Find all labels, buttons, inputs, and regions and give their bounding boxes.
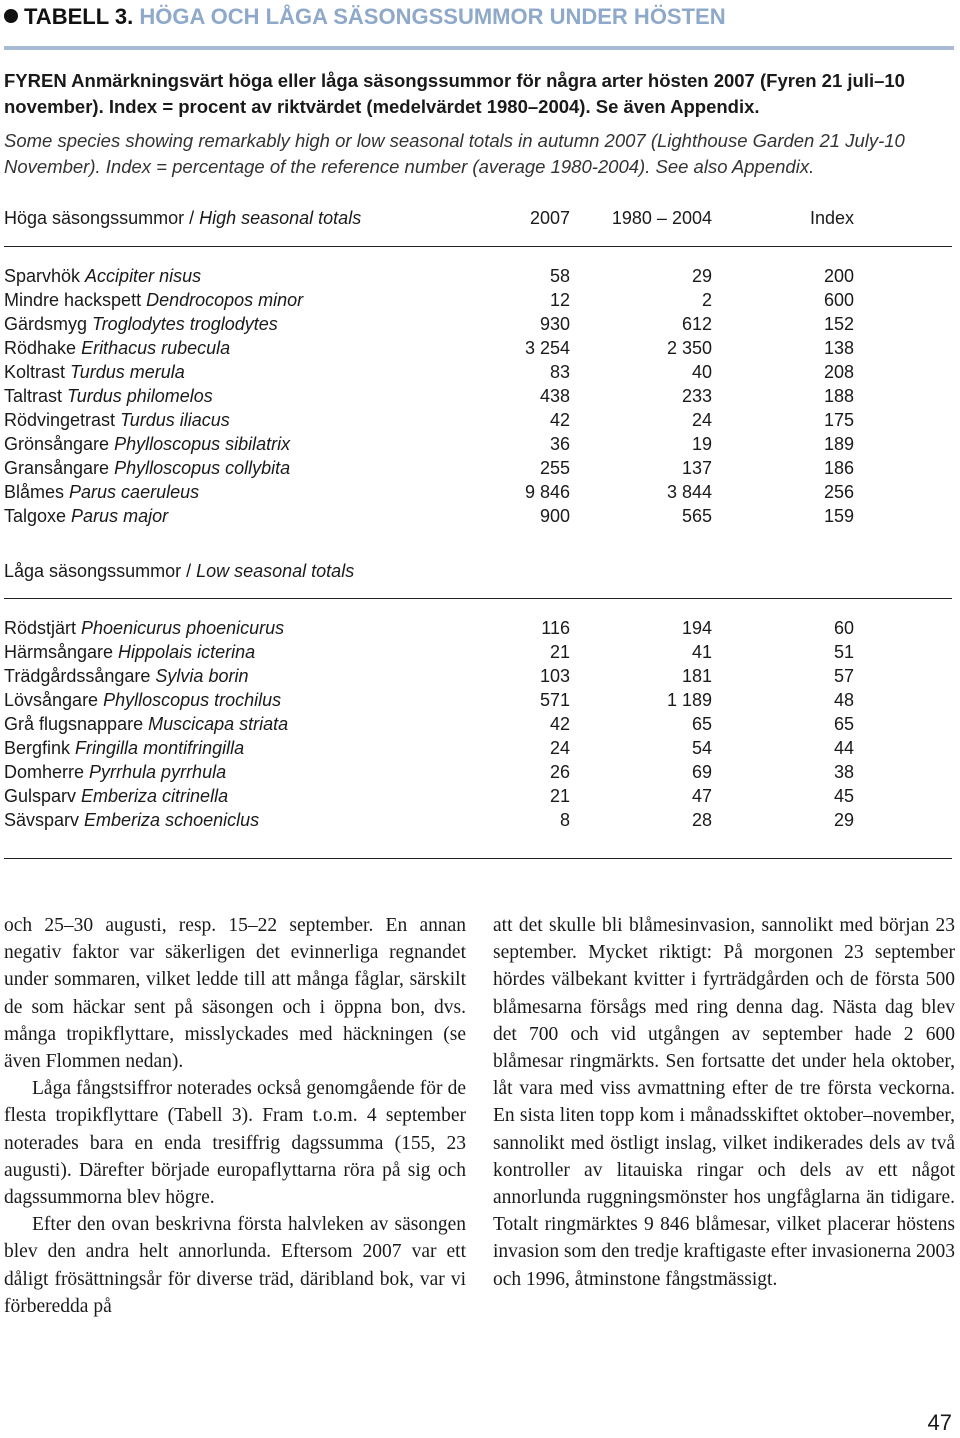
species-name: Gärdsmyg Troglodytes troglodytes (4, 314, 278, 334)
table-row (4, 360, 954, 384)
value-index: 186 (823, 458, 854, 478)
species-name: Mindre hackspett Dendrocopos minor (4, 290, 304, 310)
value-2007: 12 (549, 290, 570, 310)
table-row (4, 664, 954, 688)
species-name: Sparvhök Accipiter nisus (4, 266, 202, 286)
table-row (4, 288, 954, 312)
table-row (4, 384, 954, 408)
value-2007: 255 (539, 458, 570, 478)
paragraph: och 25–30 augusti, resp. 15–22 september. En annan negativ faktor var säkerligen det evinnerliga regnandet under sommaren, vilket ledde till att många fåglar, särskilt de som häckar sent på säsongen och i öppna bon, dvs. många tropikflyttare, misslyckades med häckningen (se även Flommen nedan). (4, 915, 466, 1073)
scientific-name: Phylloscopus collybita (114, 458, 291, 478)
table-row (4, 688, 954, 712)
high-section-header (4, 208, 954, 232)
value-index: 189 (823, 434, 854, 454)
scientific-name: Hippolais icterina (118, 642, 256, 662)
value-reference: 40 (691, 362, 712, 382)
value-2007: 3 254 (524, 338, 570, 358)
value-index: 188 (823, 386, 854, 406)
value-2007: 26 (549, 762, 570, 782)
paragraph: att det skulle bli blåmesinvasion, sannolikt med början 23 september. Mycket riktigt: På morgonen 23 september hördes välbekant kvitter i fyrträdgården och de första 500 blåmesarna försågs med ring denna dag. Nästa dag blev det 700 och vid utgången av september hade 2 600 blåmesar ringmärkts. Sen fortsatte det under hela oktober, låt vara med viss avmattning efter de tre första veckorna. En sista liten topp kom i månadsskiftet oktober–november, sannolikt med östligt inslag, vilket indikerades dels av två kontroller av litauiska ringar och dels av ett något annorlunda ruggningsmönster hos ungfåglarna än tidigare. Totalt ringmärktes 9 846 blåmesar, vilket placerar höstens invasion som den tredje kraftigaste efter invasionerna 2003 och 1996, åtminstone fångstmässigt. (493, 915, 955, 1290)
scientific-name: Troglodytes troglodytes (92, 314, 278, 334)
col-header-reference: 1980 – 2004 (611, 208, 712, 228)
table-row (4, 312, 954, 336)
species-name: Sävsparv Emberiza schoeniclus (4, 810, 260, 830)
scientific-name: Phoenicurus phoenicurus (81, 618, 285, 638)
value-index: 208 (823, 362, 854, 382)
value-2007: 900 (539, 506, 570, 526)
species-name: Trädgårdssångare Sylvia borin (4, 666, 249, 686)
value-reference: 565 (681, 506, 712, 526)
value-reference: 181 (681, 666, 712, 686)
value-2007: 930 (539, 314, 570, 334)
value-2007: 42 (549, 410, 570, 430)
value-index: 600 (823, 290, 854, 310)
value-reference: 194 (681, 618, 712, 638)
scientific-name: Erithacus rubecula (81, 338, 231, 358)
caption-swedish: FYREN Anmärkningsvärt höga eller låga säsongssummor för några arter hösten 2007 (Fyren 21 juli–10 november). Index = procent av riktvärdet (medelvärdet 1980–2004). Se även Appendix. (4, 70, 905, 117)
scientific-name: Sylvia borin (155, 666, 249, 686)
value-index: 48 (833, 690, 854, 710)
value-reference: 3 844 (666, 482, 712, 502)
table-number: TABELL 3. (24, 4, 134, 29)
scientific-name: Accipiter nisus (85, 266, 202, 286)
value-reference: 137 (681, 458, 712, 478)
value-index: 60 (833, 618, 854, 638)
paragraph: Låga fångstsiffror noterades också genomgående för de flesta tropikflyttare (Tabell 3). Fram t.o.m. 4 september noterades bara en enda tresiffrig dagssumma (155, 23 augusti). Därefter började europaflyttarna röra på sig och dagssummorna blev högre. (4, 1078, 466, 1209)
value-index: 38 (833, 762, 854, 782)
species-name: Domherre Pyrrhula pyrrhula (4, 762, 227, 782)
table-row (4, 736, 954, 760)
species-name: Gulsparv Emberiza citrinella (4, 786, 229, 806)
heading-divider (4, 46, 954, 50)
low-header-rule (4, 598, 952, 599)
scientific-name: Parus caeruleus (69, 482, 200, 502)
value-2007: 24 (549, 738, 570, 758)
species-name: Rödhake Erithacus rubecula (4, 338, 231, 358)
value-reference: 19 (691, 434, 712, 454)
value-2007: 36 (549, 434, 570, 454)
scientific-name: Fringilla montifringilla (75, 738, 245, 758)
species-name: Bergfink Fringilla montifringilla (4, 738, 245, 758)
table-row (4, 480, 954, 504)
value-index: 152 (823, 314, 854, 334)
table-row (4, 264, 954, 288)
high-header-rule (4, 246, 952, 247)
value-2007: 42 (549, 714, 570, 734)
scientific-name: Phylloscopus trochilus (103, 690, 282, 710)
species-name: Rödstjärt Phoenicurus phoenicurus (4, 618, 285, 638)
scientific-name: Phylloscopus sibilatrix (114, 434, 291, 454)
value-reference: 29 (691, 266, 712, 286)
table-row (4, 808, 954, 832)
table-row (4, 432, 954, 456)
scientific-name: Pyrrhula pyrrhula (89, 762, 227, 782)
scientific-name: Dendrocopos minor (146, 290, 304, 310)
table-title: HÖGA OCH LÅGA SÄSONGSSUMMOR UNDER HÖSTEN (139, 4, 726, 29)
value-index: 57 (833, 666, 854, 686)
value-2007: 58 (549, 266, 570, 286)
value-index: 175 (823, 410, 854, 430)
table-row (4, 760, 954, 784)
value-2007: 83 (549, 362, 570, 382)
value-2007: 571 (539, 690, 570, 710)
value-reference: 65 (691, 714, 712, 734)
table-row (4, 712, 954, 736)
value-reference: 233 (681, 386, 712, 406)
scientific-name: Turdus merula (70, 362, 185, 382)
scientific-name: Muscicapa striata (148, 714, 289, 734)
value-reference: 41 (691, 642, 712, 662)
value-reference: 612 (681, 314, 712, 334)
species-name: Talgoxe Parus major (4, 506, 169, 526)
value-2007: 438 (539, 386, 570, 406)
value-reference: 54 (691, 738, 712, 758)
species-name: Grå flugsnappare Muscicapa striata (4, 714, 289, 734)
value-2007: 21 (549, 642, 570, 662)
bullet-icon (4, 9, 18, 23)
value-index: 45 (833, 786, 854, 806)
value-reference: 2 350 (666, 338, 712, 358)
table-heading (4, 4, 726, 32)
body-column-left (4, 912, 466, 1320)
table-row (4, 408, 954, 432)
value-2007: 116 (541, 618, 570, 638)
value-2007: 8 (559, 810, 570, 830)
value-reference: 47 (691, 786, 712, 806)
table-row (4, 504, 954, 528)
caption-english: Some species showing remarkably high or low seasonal totals in autumn 2007 (Lighthouse Garden 21 July-10 November). Index = percentage of the reference number (average 1980-2004). See also Appendix. (4, 130, 905, 177)
value-reference: 28 (691, 810, 712, 830)
scientific-name: Emberiza citrinella (81, 786, 229, 806)
table-bottom-rule (4, 858, 952, 859)
scientific-name: Turdus philomelos (67, 386, 213, 406)
value-index: 138 (823, 338, 854, 358)
value-reference: 24 (691, 410, 712, 430)
value-reference: 1 189 (666, 690, 712, 710)
species-name: Koltrast Turdus merula (4, 362, 185, 382)
table-row (4, 640, 954, 664)
scientific-name: Parus major (71, 506, 169, 526)
col-header-2007: 2007 (529, 208, 570, 228)
species-name: Blåmes Parus caeruleus (4, 482, 200, 502)
value-index: 44 (833, 738, 854, 758)
value-2007: 103 (539, 666, 570, 686)
col-header-index: Index (809, 208, 854, 228)
value-2007: 9 846 (524, 482, 570, 502)
table-row (4, 616, 954, 640)
value-index: 256 (823, 482, 854, 502)
value-index: 159 (823, 506, 854, 526)
body-column-right (493, 912, 955, 1293)
scientific-name: Turdus iliacus (120, 410, 230, 430)
value-index: 51 (833, 642, 854, 662)
table-row (4, 784, 954, 808)
value-index: 29 (833, 810, 854, 830)
value-index: 65 (833, 714, 854, 734)
species-name: Gransångare Phylloscopus collybita (4, 458, 291, 478)
table-row (4, 336, 954, 360)
low-section-header (4, 561, 954, 585)
value-2007: 21 (549, 786, 570, 806)
value-reference: 2 (701, 290, 712, 310)
species-name: Taltrast Turdus philomelos (4, 386, 213, 406)
species-name: Härmsångare Hippolais icterina (4, 642, 256, 662)
paragraph: Efter den ovan beskrivna första halvleken av säsongen blev den andra helt annorlunda. Eftersom 2007 var ett dåligt frösättningsår för diverse träd, däribland bok, var vi förberedda på (4, 1214, 466, 1317)
species-name: Grönsångare Phylloscopus sibilatrix (4, 434, 291, 454)
value-index: 200 (823, 266, 854, 286)
low-section-title: Låga säsongssummor / Low seasonal totals (4, 561, 355, 581)
species-name: Rödvingetrast Turdus iliacus (4, 410, 230, 430)
page-number: 47 (927, 1410, 952, 1435)
table-row (4, 456, 954, 480)
high-section-title: Höga säsongssummor / High seasonal totals (4, 208, 362, 228)
value-reference: 69 (691, 762, 712, 782)
species-name: Lövsångare Phylloscopus trochilus (4, 690, 282, 710)
scientific-name: Emberiza schoeniclus (84, 810, 260, 830)
